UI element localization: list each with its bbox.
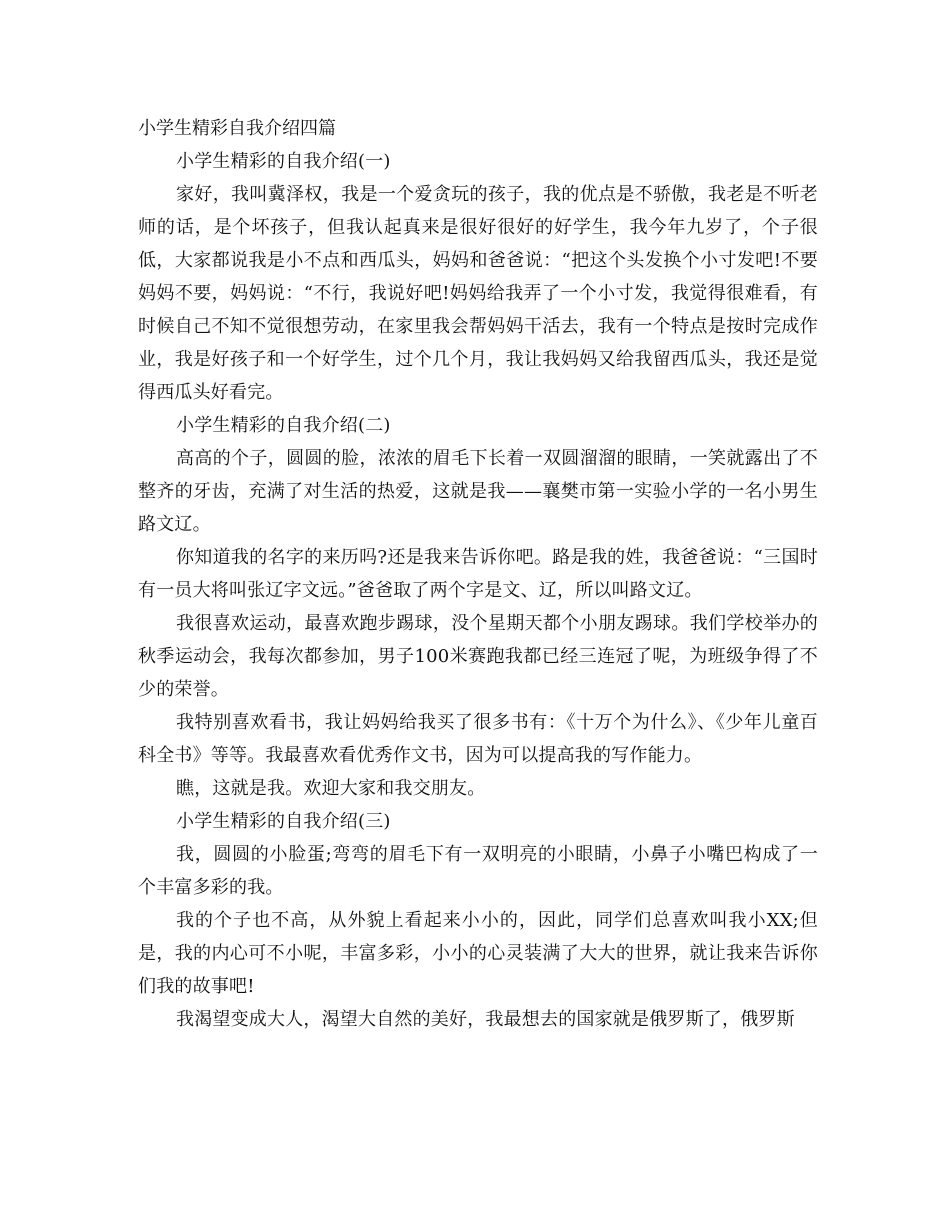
paragraph: 家好，我叫冀泽权，我是一个爱贪玩的孩子，我的优点是不骄傲，我老是不听老师的话，是个坏孩子，但我认起真来是很好很好的好学生，我今年九岁了，个子很低，大家都说我是小不点和西瓜头，妈妈和爸爸说：“把这个头发换个小寸发吧!不要妈妈不要，妈妈说：“不行，我说好吧!妈妈给我弄了一个小寸发，我觉得很难看，有时候自己不知不觉很想劳动，在家里我会帮妈妈干活去，我有一个特点是按时完成作业，我是好孩子和一个好学生，过个几个月，我让我妈妈又给我留西瓜头，我还是觉得西瓜头好看完。 xyxy=(138,184,818,403)
paragraph: 我特别喜欢看书，我让妈妈给我买了很多书有：《十万个为什么》、《少年儿童百科全书》等等。我最喜欢看优秀作文书，因为可以提高我的写作能力。 xyxy=(138,712,818,766)
paragraph: 瞧，这就是我。欢迎大家和我交朋友。 xyxy=(176,778,486,799)
section-heading-2: 小学生精彩的自我介绍(二) xyxy=(176,415,391,436)
paragraph: 你知道我的名字的来历吗?还是我来告诉你吧。路是我的姓，我爸爸说：“三国时有一员大将叫张辽字文远。”爸爸取了两个字是文、辽，所以叫路文辽。 xyxy=(138,547,818,601)
section-heading-3: 小学生精彩的自我介绍(三) xyxy=(176,811,391,832)
document-body xyxy=(138,112,818,1036)
paragraph: 高高的个子，圆圆的脸，浓浓的眉毛下长着一双圆溜溜的眼睛，一笑就露出了不整齐的牙齿，充满了对生活的热爱，这就是我——襄樊市第一实验小学的一名小男生路文辽。 xyxy=(138,448,818,535)
paragraph: 我渴望变成大人，渴望大自然的美好，我最想去的国家就是俄罗斯了，俄罗斯 xyxy=(176,1009,795,1030)
paragraph: 我很喜欢运动，最喜欢跑步踢球，没个星期天都个小朋友踢球。我们学校举办的秋季运动会，我每次都参加，男子100米赛跑我都已经三连冠了呢，为班级争得了不少的荣誉。 xyxy=(138,613,818,700)
paragraph: 我的个子也不高，从外貌上看起来小小的，因此，同学们总喜欢叫我小XX;但是，我的内心可不小呢，丰富多彩，小小的心灵装满了大大的世界，就让我来告诉你们我的故事吧! xyxy=(138,910,818,997)
document-title: 小学生精彩自我介绍四篇 xyxy=(138,118,336,139)
paragraph: 我，圆圆的小脸蛋;弯弯的眉毛下有一双明亮的小眼睛，小鼻子小嘴巴构成了一个丰富多彩的我。 xyxy=(138,844,818,898)
section-heading-1: 小学生精彩的自我介绍(一) xyxy=(176,151,391,172)
